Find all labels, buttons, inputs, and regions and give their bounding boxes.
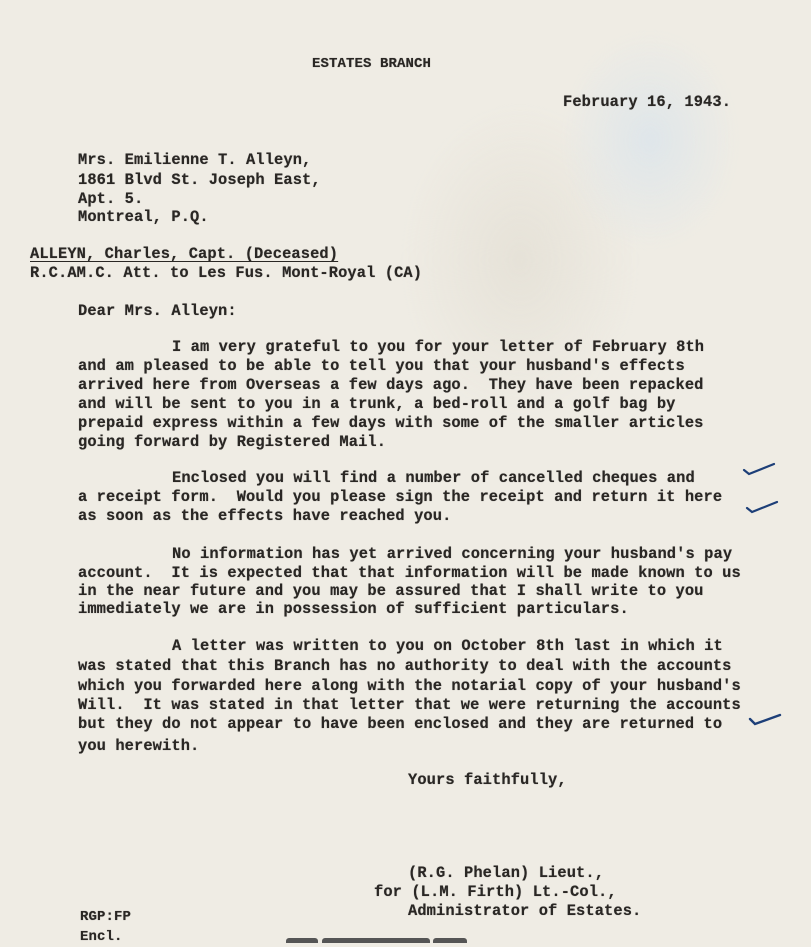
signature-line: (R.G. Phelan) Lieut., bbox=[408, 864, 605, 882]
address-line: Apt. 5. bbox=[78, 190, 144, 208]
text-line: A letter was written to you on October 8th last in which it bbox=[172, 637, 723, 655]
text-line: you herewith. bbox=[78, 737, 200, 755]
reference-name: ALLEYN, Charles, Capt. (Deceased) bbox=[30, 245, 339, 263]
text-line: No information has yet arrived concerning your husband's pay bbox=[172, 545, 733, 563]
text-line: arrived here from Overseas a few days ago. They have been repacked bbox=[78, 376, 704, 394]
text-line: a receipt form. Would you please sign the receipt and return it here bbox=[78, 488, 723, 506]
checkmark-icon bbox=[742, 462, 776, 476]
text-line: immediately we are in possession of sufficient particulars. bbox=[78, 600, 629, 618]
checkmark-icon bbox=[748, 712, 782, 726]
text-line: Enclosed you will find a number of cancelled cheques and bbox=[172, 469, 695, 487]
text-line: Will. It was stated in that letter that we were returning the accounts bbox=[78, 696, 741, 714]
text-line: and am pleased to be able to tell you that your husband's effects bbox=[78, 357, 685, 375]
text-line: was stated that this Branch has no authority to deal with the accounts bbox=[78, 657, 732, 675]
viewer-control[interactable] bbox=[286, 938, 318, 943]
address-line: Mrs. Emilienne T. Alleyn, bbox=[78, 151, 312, 169]
text-line: and will be sent to you in a trunk, a bed-roll and a golf bag by bbox=[78, 395, 676, 413]
text-line: going forward by Registered Mail. bbox=[78, 433, 387, 451]
text-line: but they do not appear to have been enclosed and they are returned to bbox=[78, 715, 723, 733]
enclosure-note: Encl. bbox=[80, 929, 123, 945]
checkmark-icon bbox=[745, 500, 779, 514]
reference-unit: R.C.AM.C. Att. to Les Fus. Mont-Royal (CA) bbox=[30, 264, 423, 282]
letterhead-title: ESTATES BRANCH bbox=[312, 56, 432, 72]
signature-line: for (L.M. Firth) Lt.-Col., bbox=[374, 883, 617, 901]
text-line: I am very grateful to you for your letter of February 8th bbox=[172, 338, 705, 356]
signature-line: Administrator of Estates. bbox=[408, 902, 642, 920]
text-line: which you forwarded here along with the notarial copy of your husband's bbox=[78, 677, 741, 695]
viewer-control[interactable] bbox=[433, 938, 467, 943]
address-line: 1861 Blvd St. Joseph East, bbox=[78, 171, 321, 189]
text-line: in the near future and you may be assured that I shall write to you bbox=[78, 582, 704, 600]
text-line: prepaid express within a few days with some of the smaller articles bbox=[78, 414, 704, 432]
letter-date: February 16, 1943. bbox=[563, 93, 732, 111]
closing: Yours faithfully, bbox=[408, 771, 567, 789]
address-line: Montreal, P.Q. bbox=[78, 208, 209, 226]
salutation: Dear Mrs. Alleyn: bbox=[78, 302, 237, 320]
typist-initials: RGP:FP bbox=[80, 909, 132, 925]
text-line: as soon as the effects have reached you. bbox=[78, 507, 452, 525]
text-line: account. It is expected that that information will be made known to us bbox=[78, 564, 741, 582]
viewer-control[interactable] bbox=[322, 938, 430, 943]
